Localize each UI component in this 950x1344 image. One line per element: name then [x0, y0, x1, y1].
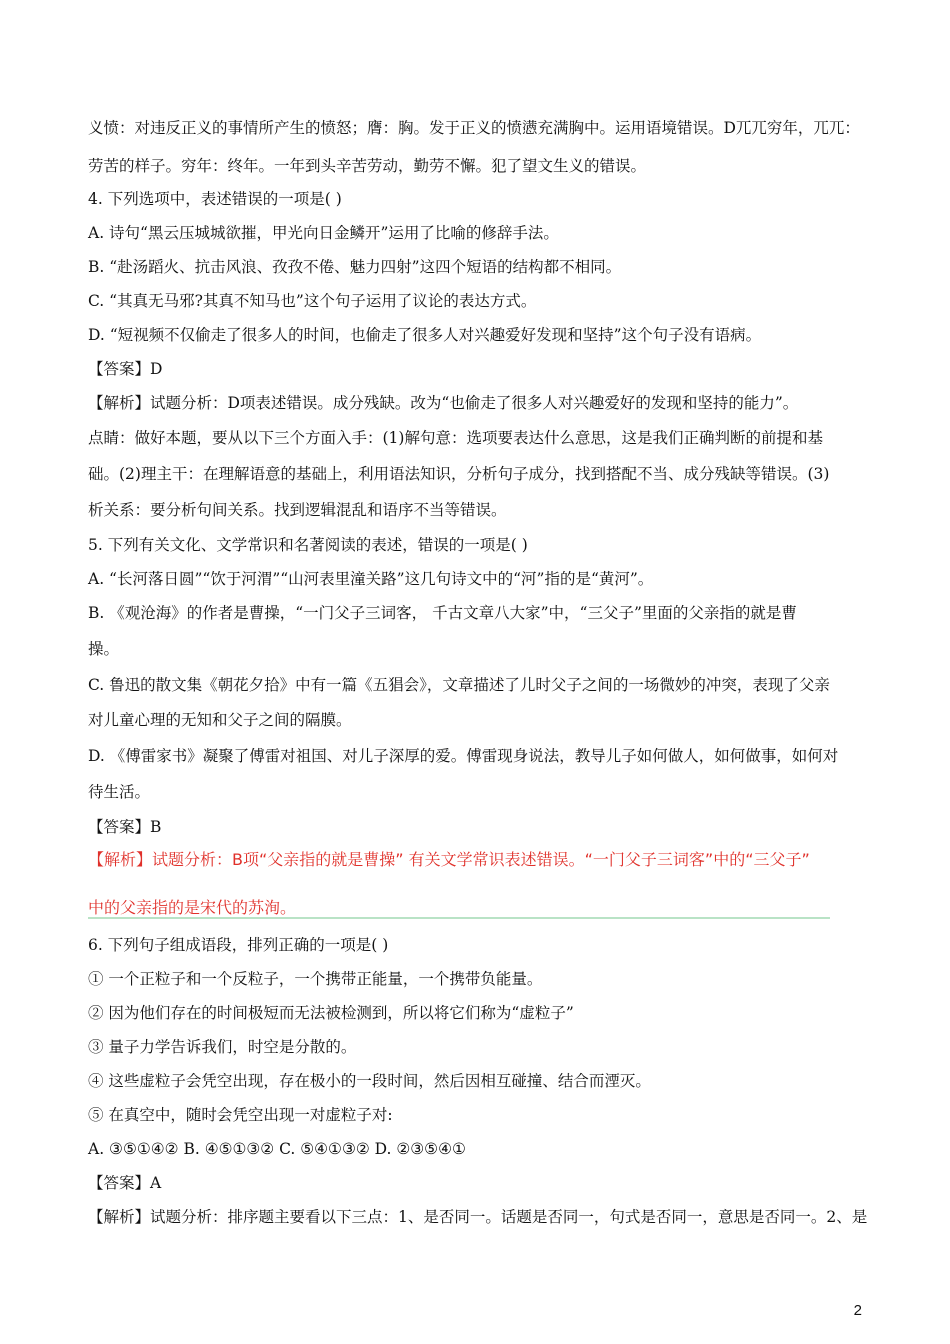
answer: 【答案】D	[88, 360, 163, 378]
answer: 【答案】B	[88, 818, 162, 836]
text-line: 操。	[88, 640, 120, 658]
options-row: A. ③⑤①④② B. ④⑤①③② C. ⑤④①③② D. ②③⑤④①	[88, 1140, 466, 1158]
text-line: 对儿童心理的无知和父子之间的隔膜。	[88, 711, 352, 729]
divider	[88, 917, 830, 919]
sentence-4: ④ 这些虚粒子会凭空出现，存在极小的一段时间，然后因相互碰撞、结合而湮灭。	[88, 1072, 651, 1090]
option-b: B. 《观沧海》的作者是曹操，“一门父子三词客， 千古文章八大家”中，“三父子”里面的父亲指的就是曹	[88, 604, 797, 622]
sentence-3: ③ 量子力学告诉我们，时空是分散的。	[88, 1038, 357, 1056]
sentence-2: ② 因为他们存在的时间极短而无法被检测到，所以将它们称为“虚粒子”	[88, 1004, 574, 1022]
sentence-5: ⑤ 在真空中，随时会凭空出现一对虚粒子对:	[88, 1106, 393, 1124]
analysis: 【解析】试题分析：D项表述错误。成分残缺。改为“也偷走了很多人对兴趣爱好的发现和坚持的能力”。	[88, 394, 799, 412]
option-d: D. 《傅雷家书》凝聚了傅雷对祖国、对儿子深厚的爱。傅雷现身说法，教导儿子如何做人，如何做事，如何对	[88, 747, 839, 765]
analysis-red: 【解析】试题分析：B项“父亲指的就是曹操” 有关文学常识表述错误。“一门父子三词客”中的“三父子”	[88, 850, 810, 869]
option-a: A. “长河落日圆”“饮于河渭”“山河表里潼关路”这几句诗文中的“河”指的是“黄河”。	[88, 570, 654, 588]
answer: 【答案】A	[88, 1174, 162, 1192]
option-c: C. 鲁迅的散文集《朝花夕拾》中有一篇《五猖会》，文章描述了儿时父子之间的一场微妙的冲突，表现了父亲	[88, 676, 830, 694]
text-line: 义愤：对违反正义的事情所产生的愤怒；膺：胸。发于正义的愤懑充满胸中。运用语境错误。D兀兀穷年，兀兀：	[88, 119, 860, 137]
option-a: A. 诗句“黑云压城城欲摧，甲光向日金鳞开”运用了比喻的修辞手法。	[88, 224, 559, 242]
question-4: 4. 下列选项中，表述错误的一项是( )	[88, 190, 342, 208]
page-number: 2	[853, 1302, 862, 1319]
text-line: 点睛：做好本题，要从以下三个方面入手：(1)解句意：选项要表达什么意思，这是我们正确判断的前提和基	[88, 429, 823, 447]
sentence-1: ① 一个正粒子和一个反粒子，一个携带正能量，一个携带负能量。	[88, 970, 543, 988]
option-b: B. “赴汤蹈火、抗击风浪、孜孜不倦、魅力四射”这四个短语的结构都不相同。	[88, 258, 622, 276]
option-c: C. “其真无马邪?其真不知马也”这个句子运用了议论的表达方式。	[88, 292, 537, 310]
analysis: 【解析】试题分析：排序题主要看以下三点：1、是否同一。话题是否同一，句式是否同一，意思是否同一。2、是	[88, 1208, 868, 1226]
text-line: 析关系：要分析句间关系。找到逻辑混乱和语序不当等错误。	[88, 501, 507, 519]
option-d: D. “短视频不仅偷走了很多人的时间，也偷走了很多人对兴趣爱好发现和坚持”这个句子没有语病。	[88, 326, 762, 344]
text-line: 础。(2)理主干：在理解语意的基础上，利用语法知识，分析句子成分，找到搭配不当、成分残缺等错误。(3)	[88, 465, 830, 483]
text-line: 劳苦的样子。穷年：终年。一年到头辛苦劳动，勤劳不懈。犯了望文生义的错误。	[88, 157, 647, 175]
question-6: 6. 下列句子组成语段，排列正确的一项是( )	[88, 936, 389, 954]
question-5: 5. 下列有关文化、文学常识和名著阅读的表述，错误的一项是( )	[88, 536, 528, 554]
text-line: 待生活。	[88, 783, 151, 801]
analysis-red: 中的父亲指的是宋代的苏洵。	[88, 898, 297, 917]
